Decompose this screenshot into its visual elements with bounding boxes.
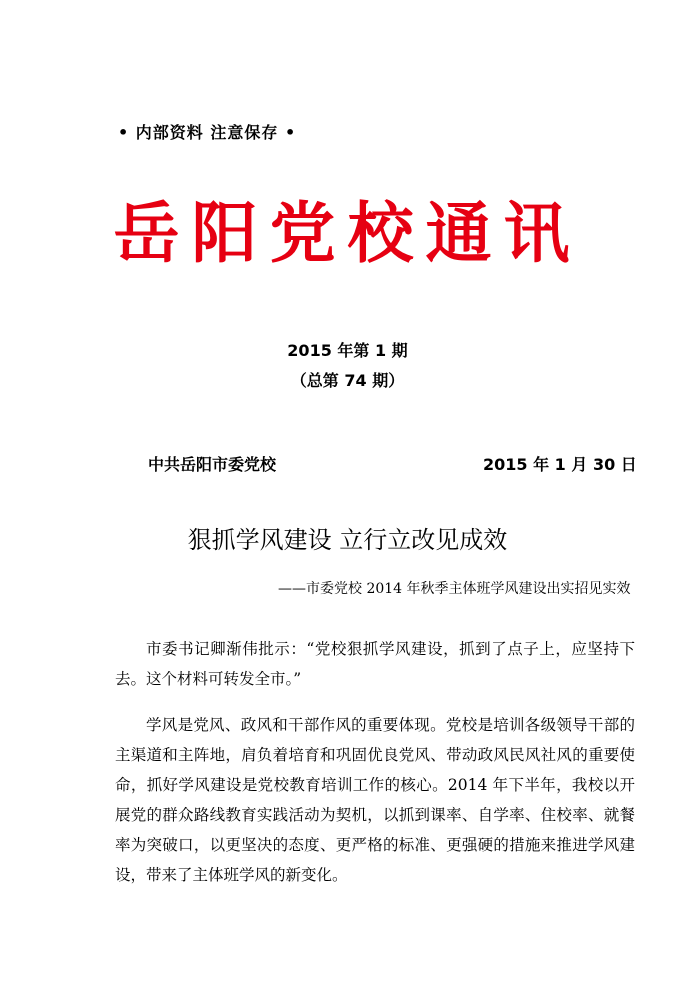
article-subtitle: ——市委党校 2014 年秋季主体班学风建设出实招见实效: [278, 581, 631, 597]
publisher-name: 中共岳阳市委党校: [148, 455, 277, 474]
masthead-title: 岳阳党校通讯: [113, 194, 582, 272]
article-paragraph: 市委书记卿渐伟批示：“党校狠抓学风建设，抓到了点子上，应坚持下去。这个材料可转发全市。”: [115, 640, 635, 688]
publication-date: 2015 年 1 月 30 日: [483, 455, 637, 474]
confidential-notice: • 内部资料 注意保存 •: [118, 123, 297, 142]
issue-total-number: （总第 74 期）: [290, 371, 405, 390]
issue-number: 2015 年第 1 期: [287, 341, 408, 360]
article-paragraph: 学风是党风、政风和干部作风的重要体现。党校是培训各级领导干部的主渠道和主阵地，肩负着培育和巩固优良党风、带动政风民风社风的重要使命，抓好学风建设是党校教育培训工作的核心。2014 年下半年，我校以开展党的群众路线教育实践活动为契机，以抓到课率、自学率、住校率、就餐率为突破口，以更坚决的态度、更严格的标准、更强硬的措施来推进学风建设，带来了主体班学风的新变化。: [115, 716, 635, 884]
article-title: 狠抓学风建设 立行立改见成效: [187, 526, 508, 554]
